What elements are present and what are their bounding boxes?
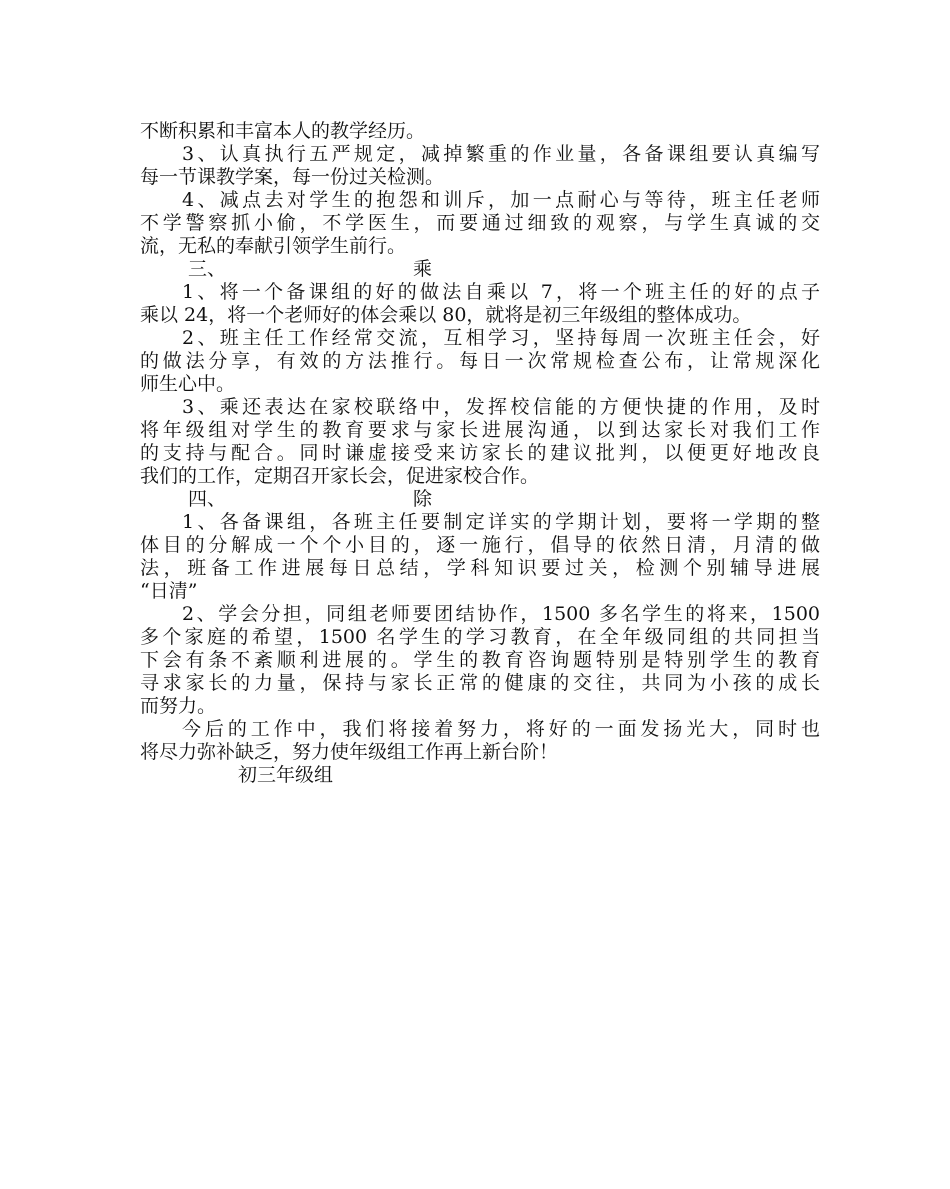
document-page [140,120,820,787]
text-line: 下会有条不紊顺利进展的。学生的教育咨询题特别是特别学生的教育 [140,649,820,671]
text-line: 4、减点去对学生的抱怨和训斥，加一点耐心与等待，班主任老师 [182,189,820,211]
section-title: 乘 [413,258,433,280]
section-number: 四、 [188,488,227,510]
paragraph-block-c [140,511,820,764]
text-line: 法，班备工作进展每日总结，学科知识要过关，检测个别辅导进展 [140,557,820,579]
text-line: 不断积累和丰富本人的教学经历。 [140,120,426,142]
text-line: 师生心中。 [140,373,236,395]
section-heading-three [140,258,820,281]
text-line: 1、将一个备课组的好的做法自乘以 7，将一个班主任的好的点子 [182,281,820,303]
section-number: 三、 [188,258,227,280]
section-heading-four [140,488,820,511]
text-line: 我们的工作，定期召开家长会，促进家校合作。 [140,465,540,487]
paragraph-block-a [140,120,820,258]
text-line: 多个家庭的希望，1500 名学生的学习教育，在全年级同组的共同担当 [140,626,820,648]
text-line: 而努力。 [140,695,217,717]
text-line: 今后的工作中，我们将接着努力，将好的一面发扬光大，同时也 [182,718,820,740]
text-line: 将年级组对学生的教育要求与家长进展沟通，以到达家长对我们工作 [140,419,820,441]
text-line: 的支持与配合。同时谦虚接受来访家长的建议批判，以便更好地改良 [140,442,820,464]
text-line: 流，无私的奉献引领学生前行。 [140,235,407,257]
text-line: 将尽力弥补缺乏，努力使年级组工作再上新台阶！ [140,741,559,763]
text-line: 寻求家长的力量，保持与家长正常的健康的交往，共同为小孩的成长 [140,672,820,694]
section-title: 除 [413,488,433,510]
text-line: 3、乘还表达在家校联络中，发挥校信能的方便快捷的作用，及时 [182,396,820,418]
text-line: 1、各备课组，各班主任要制定详实的学期计划，要将一学期的整 [182,511,820,533]
signature: 初三年级组 [238,764,334,786]
text-line: 2、学会分担，同组老师要团结协作，1500 多名学生的将来，1500 [182,603,820,625]
text-line: 2、班主任工作经常交流，互相学习，坚持每周一次班主任会，好 [182,327,820,349]
text-line: 每一节课教学案，每一份过关检测。 [140,166,445,188]
text-line: 体目的分解成一个个小目的，逐一施行，倡导的依然日清，月清的做 [140,534,820,556]
paragraph-block-b [140,281,820,488]
text-line: “日清” [140,580,198,602]
text-line: 乘以 24，将一个老师好的体会乘以 80，就将是初三年级组的整体成功。 [140,304,752,326]
text-line: 不学警察抓小偷，不学医生，而要通过细致的观察，与学生真诚的交 [140,212,820,234]
text-line: 3、认真执行五严规定，减掉繁重的作业量，各备课组要认真编写 [182,143,820,165]
text-line: 的做法分享，有效的方法推行。每日一次常规检查公布，让常规深化 [140,350,820,372]
